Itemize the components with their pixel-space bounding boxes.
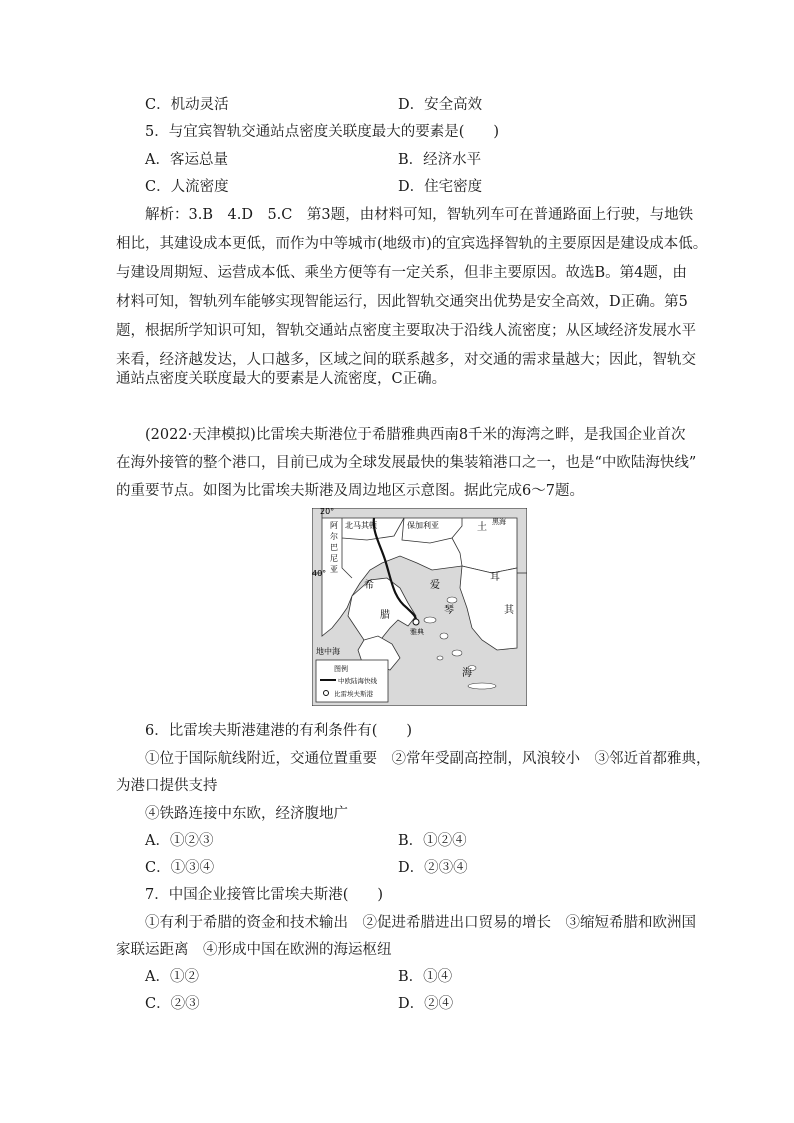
q6-option-b: B．①②④ xyxy=(398,833,467,849)
analysis-line-7: 通站点密度关联度最大的要素是人流密度，C正确。 xyxy=(116,371,447,387)
label-greece-2: 腊 xyxy=(380,610,390,621)
island-3 xyxy=(452,650,462,656)
legend-title: 图例 xyxy=(334,665,348,673)
lat-label: 40° xyxy=(312,569,327,578)
label-athens: 雅典 xyxy=(410,628,424,636)
label-aegean-2: 琴 xyxy=(444,605,454,616)
label-albania-2: 尔 xyxy=(330,532,338,541)
label-albania-5: 亚 xyxy=(330,565,338,574)
label-greece-1: 希 xyxy=(364,580,374,591)
analysis-line-4: 材料可知，智轨列车能够实现智能运行，因此智轨交通突出优势是安全高效，D正确。第5 xyxy=(116,294,688,310)
port-icon xyxy=(413,619,419,625)
q6-option-a: A．①②③ xyxy=(145,833,214,849)
analysis-line-5: 题，根据所学知识可知，智轨交通站点密度主要取决于沿线人流密度；从区域经济发展水平 xyxy=(116,323,696,339)
label-mediterranean: 地中海 xyxy=(316,647,340,656)
label-turkey-2: 耳 xyxy=(490,572,500,583)
island-6 xyxy=(447,597,457,603)
label-turkey-3: 其 xyxy=(504,605,514,616)
legend-port-icon xyxy=(324,691,329,696)
q7-items-line-1: ①有利于希腊的资金和技术输出 ②促进希腊进出口贸易的增长 ③缩短希腊和欧洲国 xyxy=(145,915,696,931)
label-aegean-1: 爱 xyxy=(430,580,440,591)
q7-stem: 7．中国企业接管比雷埃夫斯港( ) xyxy=(145,887,384,903)
label-albania-1: 阿 xyxy=(330,521,338,530)
lon-label: 20° xyxy=(320,508,335,516)
label-aegean-3: 海 xyxy=(462,668,472,679)
q6-stem: 6．比雷埃夫斯港建港的有利条件有( ) xyxy=(145,723,413,739)
label-turkey-1: 土 xyxy=(477,522,487,533)
q6-items-line-2: 为港口提供支持 xyxy=(116,778,218,794)
label-black-sea: 黑海 xyxy=(492,518,506,526)
analysis-line-2: 相比，其建设成本更低，而作为中等城市(地级市)的宜宾选择智轨的主要原因是建设成本低。 xyxy=(116,236,708,252)
q5-option-d: D．住宅密度 xyxy=(398,179,483,195)
q6-items-line-3: ④铁路连接中东欧，经济腹地广 xyxy=(145,806,348,822)
island-4 xyxy=(437,656,443,660)
q4-option-c: C．机动灵活 xyxy=(145,97,229,113)
q7-items-line-2: 家联运距离 ④形成中国在欧洲的海运枢纽 xyxy=(116,942,392,958)
passage-line-3: 的重要节点。如图为比雷埃夫斯港及周边地区示意图。据此完成6～7题。 xyxy=(116,483,584,499)
q7-option-b: B．①④ xyxy=(398,969,453,985)
island-2 xyxy=(440,633,448,639)
label-north-macedonia: 北马其顿 xyxy=(345,521,377,530)
q5-option-c: C．人流密度 xyxy=(145,179,229,195)
q7-option-c: C．②③ xyxy=(145,996,200,1012)
label-albania-3: 巴 xyxy=(330,543,338,552)
q4-option-d: D．安全高效 xyxy=(398,97,483,113)
q5-option-a: A．客运总量 xyxy=(145,152,228,168)
analysis-line-3: 与建设周期短、运营成本低、乘坐方便等有一定关系，但非主要原因。故选B。第4题，由 xyxy=(116,265,687,281)
passage-line-1: (2022·天津模拟)比雷埃夫斯港位于希腊雅典西南8千米的海湾之畔，是我国企业首次 xyxy=(145,427,686,443)
q6-option-c: C．①③④ xyxy=(145,860,215,876)
island-1 xyxy=(424,617,436,623)
passage-line-2: 在海外接管的整个港口，目前已成为全球发展最快的集装箱港口之一，也是“中欧陆海快线” xyxy=(116,455,697,471)
label-albania-4: 尼 xyxy=(330,554,338,563)
q5-stem: 5．与宜宾智轨交通站点密度关联度最大的要素是( ) xyxy=(145,124,500,140)
q5-option-b: B．经济水平 xyxy=(398,152,482,168)
q7-option-a: A．①② xyxy=(145,969,199,985)
q6-items-line-1: ①位于国际航线附近，交通位置重要 ②常年受副高控制，风浪较小 ③邻近首都雅典， xyxy=(145,751,711,767)
island-7 xyxy=(468,683,496,689)
legend-route-label: 中欧陆海快线 xyxy=(338,677,377,685)
piraeus-map xyxy=(312,508,527,706)
label-bulgaria: 保加利亚 xyxy=(407,521,439,530)
legend-port-label: 比雷埃夫斯港 xyxy=(334,690,373,698)
q6-option-d: D．②③④ xyxy=(398,860,468,876)
q7-option-d: D．②④ xyxy=(398,996,454,1012)
analysis-line-6: 来看，经济越发达，人口越多，区域之间的联系越多，对交通的需求量越大；因此，智轨交 xyxy=(116,352,696,368)
analysis-line-1: 解析：3.B 4.D 5.C 第3题，由材料可知，智轨列车可在普通路面上行驶，与地铁 xyxy=(145,207,694,223)
